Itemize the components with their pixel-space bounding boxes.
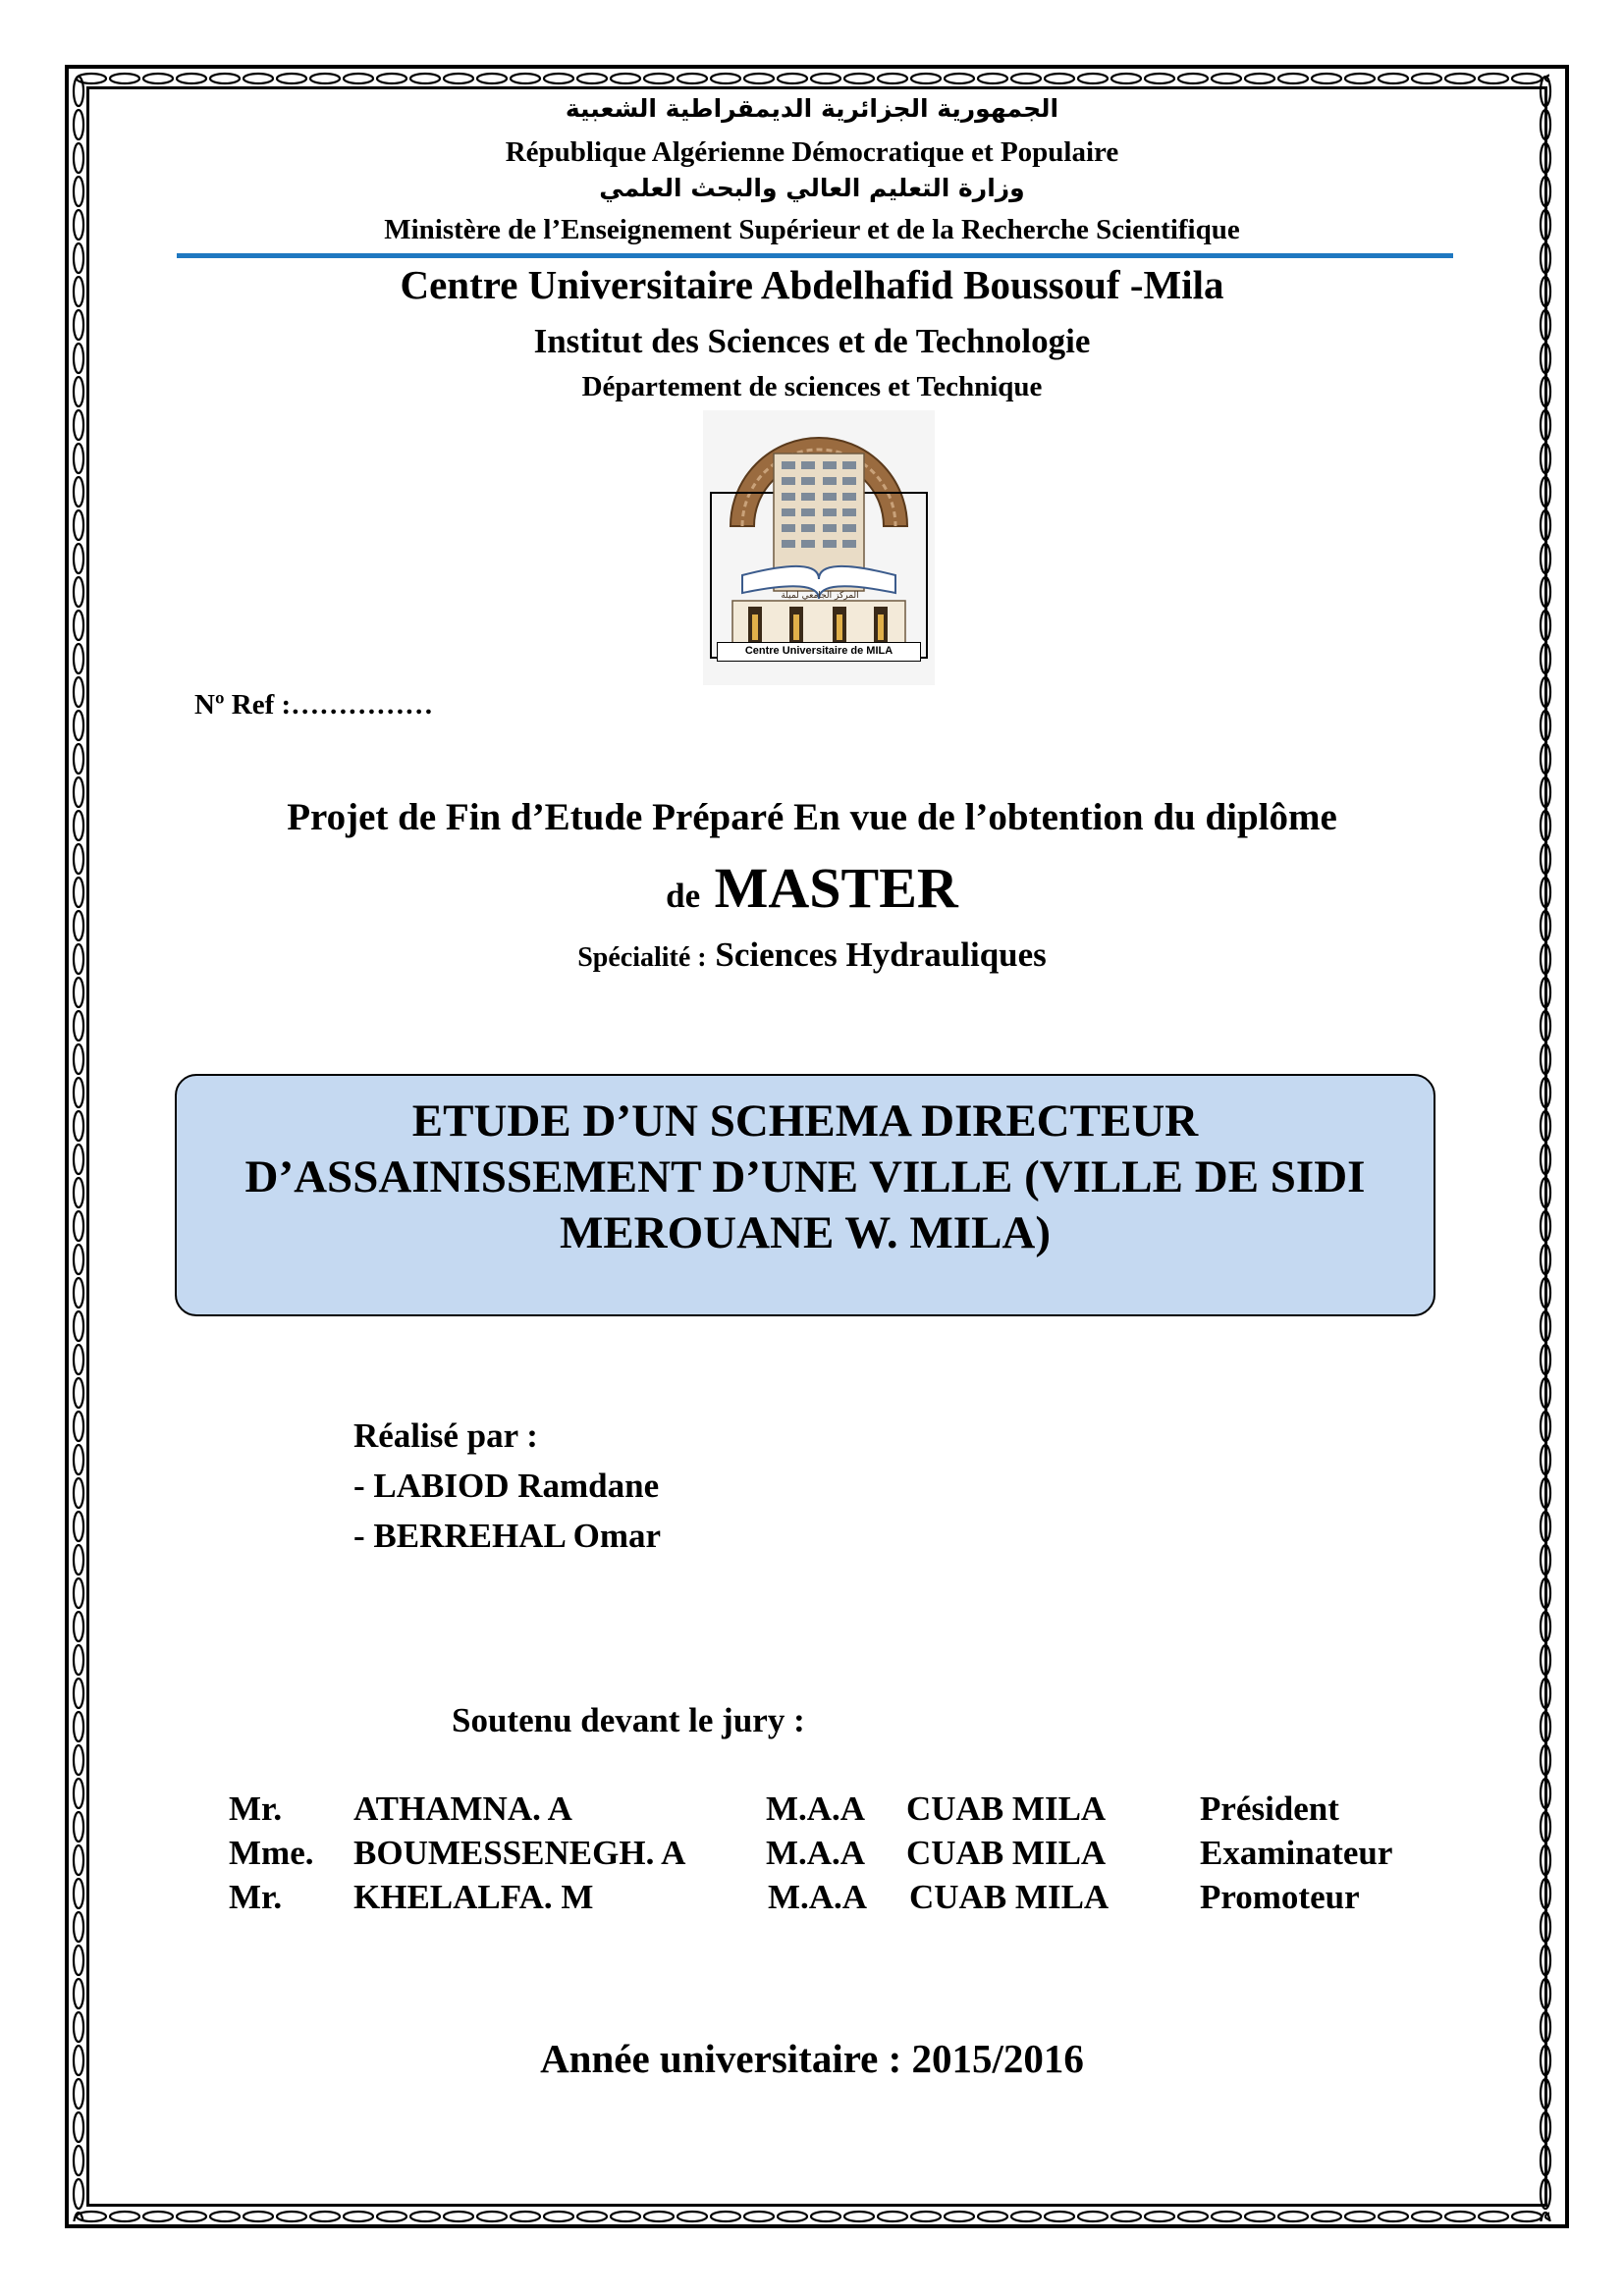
chain-border-bottom [75, 2210, 1549, 2223]
reference-number: Nº Ref :…………… [194, 689, 434, 721]
university-logo [703, 410, 935, 685]
jury-member-institution: CUAB MILA [906, 1834, 1107, 1872]
specialty-line [0, 935, 1624, 975]
author-name: - BERREHAL Omar [353, 1517, 662, 1555]
degree-line [0, 856, 1624, 929]
degree-name: MASTER [714, 856, 958, 920]
arabic-republic-line: الجمهورية الجزائرية الديمقراطية الشعبية [565, 94, 1059, 123]
ministry-line: Ministère de l’Enseignement Supérieur et de la Recherche Scientifique [384, 214, 1240, 245]
university-name: Centre Universitaire Abdelhafid Boussouf -Mila [400, 262, 1224, 307]
jury-member-role: Examinateur [1200, 1834, 1393, 1872]
chain-border-top [75, 72, 1549, 85]
jury-member-grade: M.A.A [766, 1789, 866, 1828]
jury-member-title: Mr. [229, 1789, 283, 1828]
jury-member-name: ATHAMNA. A [353, 1789, 572, 1828]
jury-member-grade: M.A.A [768, 1878, 868, 1916]
institute-name: Institut des Sciences et de Technologie [533, 322, 1091, 360]
jury-member-role: Président [1200, 1789, 1339, 1828]
authors-label: Réalisé par : [353, 1416, 538, 1455]
jury-member-role: Promoteur [1200, 1878, 1360, 1916]
jury-member-grade: M.A.A [766, 1834, 866, 1872]
academic-year: Année universitaire : 2015/2016 [540, 2036, 1084, 2081]
thesis-title-line-3: MEROUANE W. MILA) [559, 1207, 1052, 1258]
thesis-title-line-1: ETUDE D’UN SCHEMA DIRECTEUR [411, 1095, 1199, 1147]
specialty-label: Spécialité : [577, 942, 707, 973]
thesis-title [177, 1094, 1434, 1261]
department-name: Département de sciences et Technique [581, 371, 1043, 402]
thesis-title-box [175, 1074, 1435, 1316]
degree-prefix: de [666, 877, 701, 915]
jury-member-institution: CUAB MILA [909, 1878, 1110, 1916]
logo-caption: Centre Universitaire de MILA [717, 642, 921, 662]
arabic-ministry-line: وزارة التعليم العالي والبحث العلمي [599, 174, 1025, 202]
jury-label: Soutenu devant le jury : [452, 1701, 805, 1739]
republic-line: République Algérienne Démocratique et Populaire [505, 136, 1119, 168]
jury-member-title: Mr. [229, 1878, 283, 1916]
jury-member-name: BOUMESSENEGH. A [353, 1834, 686, 1872]
project-description: Projet de Fin d’Etude Préparé En vue de l’obtention du diplôme [287, 796, 1337, 838]
jury-member-title: Mme. [229, 1834, 314, 1872]
specialty-value: Sciences Hydrauliques [715, 935, 1047, 974]
jury-member-institution: CUAB MILA [906, 1789, 1107, 1828]
header-divider [177, 253, 1453, 258]
logo-arabic-caption: المركز الجامعي لميلة [781, 591, 859, 601]
thesis-title-line-2: D’ASSAINISSEMENT D’UNE VILLE (VILLE DE SIDI [244, 1151, 1366, 1202]
jury-member-name: KHELALFA. M [353, 1878, 594, 1916]
author-name: - LABIOD Ramdane [353, 1467, 660, 1505]
